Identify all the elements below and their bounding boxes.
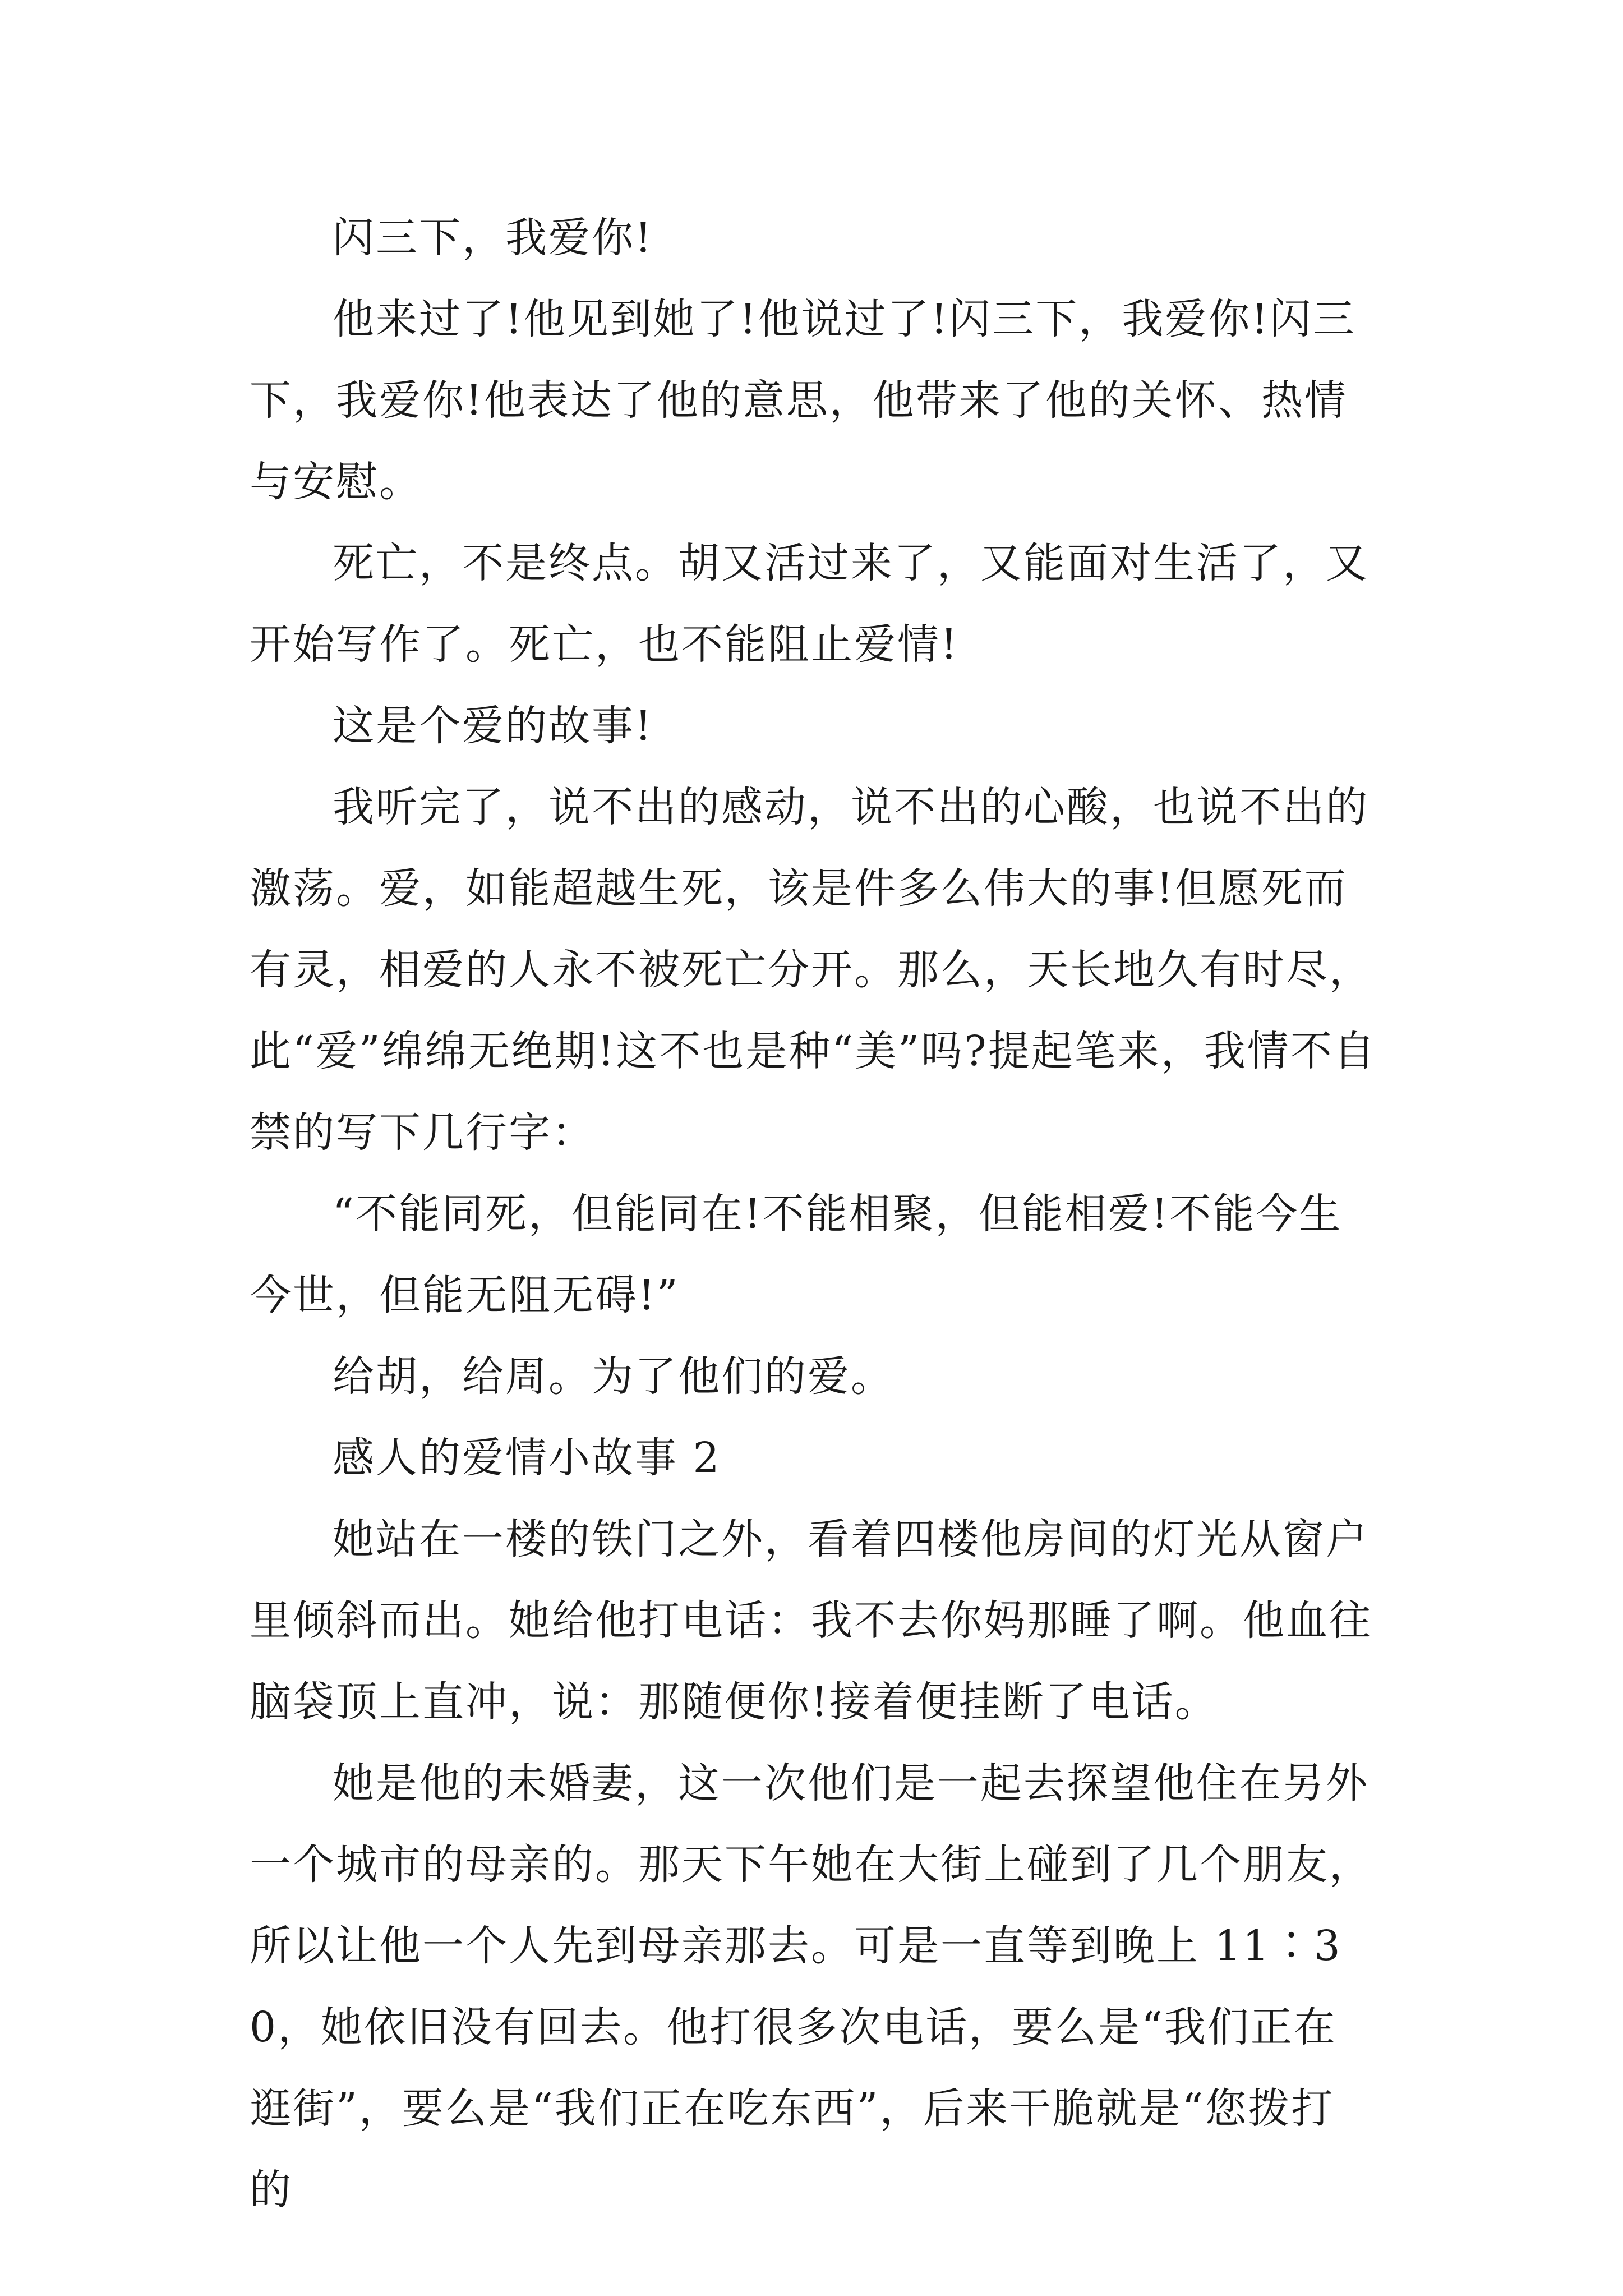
paragraph: 闪三下，我爱你!: [333, 214, 653, 262]
paragraph: 给胡，给周。为了他们的爱。: [333, 1352, 894, 1401]
quoted-paragraph: “不能同死，但能同在!不能相聚，但能相爱!不能今生今世，但能无阻无碍!”: [250, 1190, 1343, 1319]
document-body: [250, 197, 1377, 2231]
paragraph: 死亡，不是终点。胡又活过来了，又能面对生活了，又开始写作了。死亡，也不能阻止爱情!: [250, 539, 1369, 669]
paragraph: 他来过了!他见到她了!他说过了!闪三下，我爱你!闪三下，我爱你!他表达了他的意思，他带来了他的关怀、热情与安慰。: [250, 295, 1356, 506]
paragraph: 她是他的未婚妻，这一次他们是一起去探望他住在另外一个城市的母亲的。那天下午她在大街上碰到了几个朋友，所以让他一个人先到母亲那去。可是一直等到晚上 11∶30，她依旧没有回去。他打很多次电话，要么是“我们正在逛街”，要么是“我们正在吃东西”，后来干脆就是“您拨打的: [250, 1759, 1372, 2214]
paragraph: 她站在一楼的铁门之外，看着四楼他房间的灯光从窗户里倾斜而出。她给他打电话：我不去你妈那睡了啊。他血往脑袋顶上直冲，说：那随便你!接着便挂断了电话。: [250, 1515, 1372, 1726]
paragraph: 这是个爱的故事!: [333, 702, 653, 750]
paragraph: 我听完了，说不出的感动，说不出的心酸，也说不出的激荡。爱，如能超越生死，该是件多么伟大的事!但愿死而有灵，相爱的人永不被死亡分开。那么，天长地久有时尽，此“爱”绵绵无绝期!这不也是种“美”吗?提起笔来，我情不自禁的写下几行字：: [250, 783, 1377, 1157]
section-heading: 感人的爱情小故事 2: [333, 1434, 721, 1482]
